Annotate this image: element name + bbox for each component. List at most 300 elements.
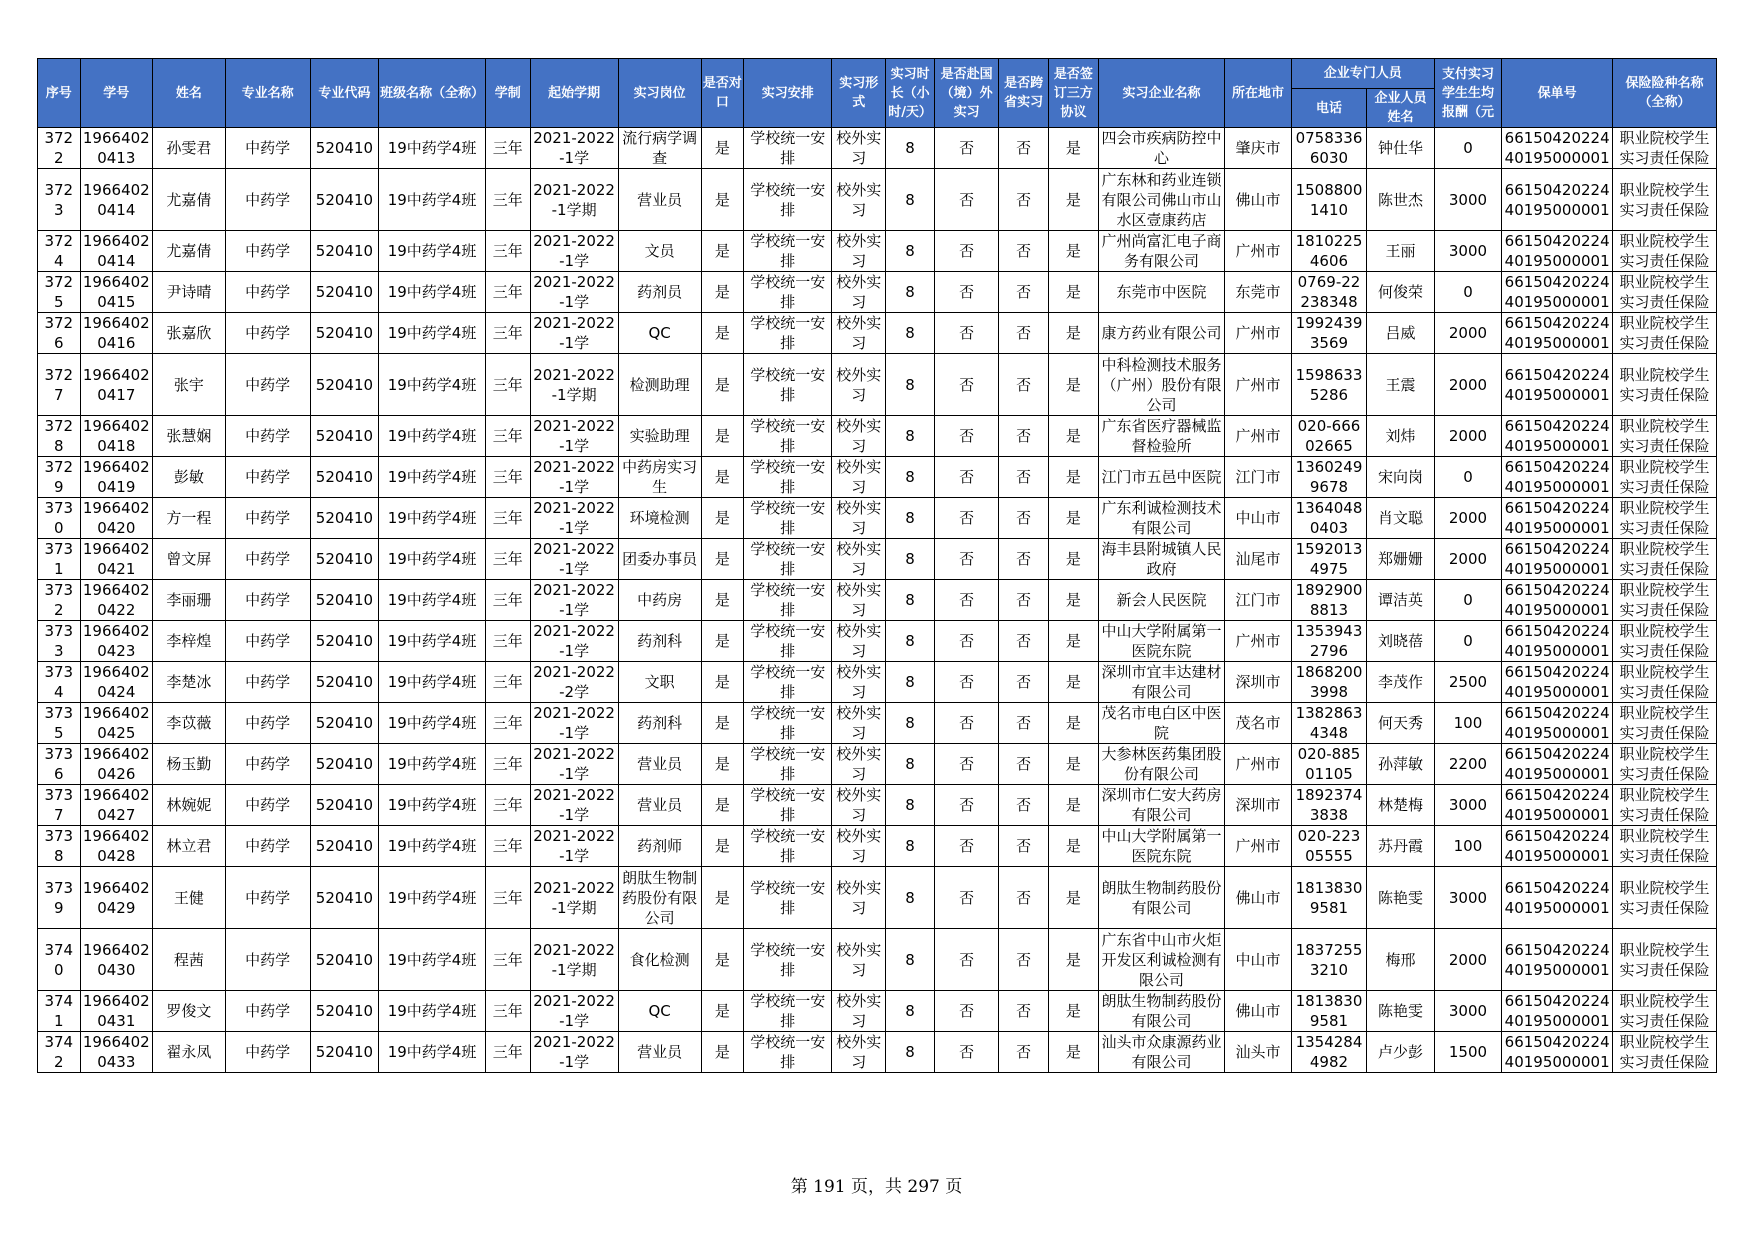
cell-seq-text: 3729 — [44, 458, 74, 496]
cell-major-code-text: 520410 — [315, 673, 374, 691]
cell-form — [832, 580, 886, 621]
cell-policy-no — [1502, 785, 1613, 826]
cell-policy-no-text: 6615042022440195000001 — [1504, 745, 1610, 783]
cell-term-text: 2021-2022-1学期 — [533, 365, 615, 404]
cell-insurance — [1613, 416, 1717, 457]
cell-form-text: 校外实习 — [836, 992, 882, 1030]
cell-company-text: 朗肽生物制药股份有限公司 — [1101, 992, 1222, 1030]
cell-cross-province — [999, 231, 1049, 272]
cell-arrangement — [744, 416, 832, 457]
cell-class — [379, 128, 486, 169]
cell-name — [153, 867, 226, 929]
cell-staff-name-text: 郑姗姗 — [1378, 550, 1424, 568]
cell-agreement — [1049, 1032, 1099, 1073]
cell-matched-text: 是 — [714, 632, 730, 650]
cell-company — [1098, 929, 1225, 991]
cell-insurance — [1613, 991, 1717, 1032]
cell-arrangement — [744, 744, 832, 785]
cell-seq-text: 3726 — [44, 314, 74, 352]
cell-major-text: 中药学 — [245, 375, 291, 394]
cell-policy-no — [1502, 313, 1613, 354]
cell-position-text: 营业员 — [637, 1043, 683, 1061]
cell-abroad — [934, 313, 998, 354]
cell-cross-province — [999, 621, 1049, 662]
cell-policy-no — [1502, 580, 1613, 621]
cell-pay — [1434, 169, 1501, 231]
cell-insurance-text: 职业院校学生实习责任保险 — [1619, 273, 1710, 311]
cell-policy-no-text: 6615042022440195000001 — [1504, 540, 1610, 578]
header-policy-no: 保单号 — [1502, 59, 1613, 128]
cell-position-text: 朗肽生物制药股份有限公司 — [622, 868, 698, 927]
cell-hours-text: 8 — [905, 714, 915, 732]
cell-hours — [886, 662, 935, 703]
cell-pay — [1434, 457, 1501, 498]
cell-major-code-text: 520410 — [315, 714, 374, 732]
cell-duration — [485, 991, 530, 1032]
cell-policy-no-text: 6615042022440195000001 — [1504, 1033, 1610, 1071]
header-term: 起始学期 — [530, 59, 618, 128]
header-position: 实习岗位 — [618, 59, 701, 128]
cell-hours-text: 8 — [905, 190, 915, 209]
cell-class — [379, 929, 486, 991]
cell-staff-name — [1367, 991, 1434, 1032]
cell-hours — [886, 457, 935, 498]
cell-class-text: 19中药学4班 — [387, 324, 477, 342]
cell-policy-no — [1502, 539, 1613, 580]
cell-pay — [1434, 231, 1501, 272]
cell-term-text: 2021-2022-1学 — [533, 704, 615, 742]
cell-policy-no-text: 6615042022440195000001 — [1504, 180, 1610, 219]
header-major-code: 专业代码 — [310, 59, 378, 128]
cell-phone — [1291, 354, 1367, 416]
cell-position — [618, 580, 701, 621]
cell-seq-text: 3732 — [44, 581, 74, 619]
cell-form-text: 校外实习 — [836, 417, 882, 455]
cell-major-text: 中药学 — [245, 888, 291, 907]
cell-term-text: 2021-2022-1学 — [533, 540, 615, 578]
cell-position — [618, 457, 701, 498]
cell-form — [832, 662, 886, 703]
cell-agreement-text: 是 — [1065, 375, 1081, 394]
cell-company — [1098, 128, 1225, 169]
cell-major-text: 中药学 — [245, 139, 291, 157]
cell-form — [832, 867, 886, 929]
cell-city — [1225, 416, 1291, 457]
cell-agreement — [1049, 929, 1099, 991]
cell-staff-name-text: 钟仕华 — [1378, 139, 1424, 157]
cell-city — [1225, 662, 1291, 703]
cell-position — [618, 1032, 701, 1073]
cell-name — [153, 580, 226, 621]
cell-cross-province — [999, 929, 1049, 991]
cell-company-text: 深圳市仁安大药房有限公司 — [1101, 786, 1222, 824]
cell-insurance — [1613, 354, 1717, 416]
cell-abroad-text: 否 — [959, 632, 975, 650]
cell-matched — [701, 272, 744, 313]
cell-abroad — [934, 621, 998, 662]
cell-arrangement-text: 学校统一安排 — [750, 940, 826, 979]
cell-arrangement-text: 学校统一安排 — [750, 786, 826, 824]
cell-major — [225, 744, 310, 785]
cell-student-id-text: 19664020419 — [82, 458, 150, 496]
cell-matched-text: 是 — [714, 796, 730, 814]
cell-pay-text: 2000 — [1448, 950, 1488, 969]
cell-term — [530, 662, 618, 703]
cell-agreement — [1049, 826, 1099, 867]
cell-pay-text: 0 — [1463, 591, 1473, 609]
cell-pay-text: 100 — [1453, 714, 1483, 732]
cell-term — [530, 313, 618, 354]
cell-matched — [701, 621, 744, 662]
cell-matched-text: 是 — [714, 468, 730, 486]
cell-name — [153, 621, 226, 662]
cell-class-text: 19中药学4班 — [387, 837, 477, 855]
cell-agreement-text: 是 — [1065, 283, 1081, 301]
cell-class-text: 19中药学4班 — [387, 591, 477, 609]
cell-cross-province-text: 否 — [1016, 796, 1032, 814]
header-seq: 序号 — [38, 59, 81, 128]
cell-major — [225, 826, 310, 867]
cell-form-text: 校外实习 — [836, 581, 882, 619]
cell-policy-no — [1502, 498, 1613, 539]
cell-hours-text: 8 — [905, 796, 915, 814]
cell-agreement-text: 是 — [1065, 509, 1081, 527]
cell-major-text: 中药学 — [245, 324, 291, 342]
cell-position-text: 流行病学调查 — [622, 129, 698, 167]
cell-seq-text: 3734 — [44, 663, 74, 701]
cell-pay-text: 1500 — [1448, 1043, 1488, 1061]
cell-student-id — [80, 169, 153, 231]
cell-abroad — [934, 580, 998, 621]
cell-class — [379, 785, 486, 826]
cell-seq — [38, 580, 81, 621]
cell-policy-no-text: 6615042022440195000001 — [1504, 129, 1610, 167]
cell-major — [225, 785, 310, 826]
cell-hours-text: 8 — [905, 1002, 915, 1020]
cell-pay — [1434, 785, 1501, 826]
cell-company-text: 东莞市中医院 — [1116, 283, 1207, 301]
cell-agreement-text: 是 — [1065, 632, 1081, 650]
cell-matched-text: 是 — [714, 755, 730, 773]
cell-duration-text: 三年 — [492, 427, 523, 445]
cell-name-text: 孙雯君 — [166, 139, 212, 157]
cell-pay — [1434, 1032, 1501, 1073]
cell-matched-text: 是 — [714, 550, 730, 568]
cell-duration-text: 三年 — [492, 242, 523, 260]
cell-major — [225, 662, 310, 703]
cell-form — [832, 929, 886, 991]
cell-policy-no — [1502, 662, 1613, 703]
cell-student-id-text: 19664020423 — [82, 622, 150, 660]
cell-phone-text: 15986335286 — [1295, 365, 1363, 404]
cell-position — [618, 128, 701, 169]
cell-name — [153, 662, 226, 703]
table-body — [38, 128, 1717, 1073]
cell-cross-province-text: 否 — [1016, 468, 1032, 486]
header-staff-name: 企业人员姓名 — [1367, 89, 1434, 128]
cell-student-id-text: 19664020414 — [82, 180, 150, 219]
cell-city — [1225, 867, 1291, 929]
cell-position — [618, 539, 701, 580]
cell-pay-text: 0 — [1463, 283, 1473, 301]
cell-policy-no-text: 6615042022440195000001 — [1504, 365, 1610, 404]
table-row — [38, 867, 1717, 929]
cell-name — [153, 313, 226, 354]
cell-abroad — [934, 826, 998, 867]
cell-cross-province — [999, 128, 1049, 169]
cell-term — [530, 1032, 618, 1073]
cell-arrangement — [744, 231, 832, 272]
cell-term-text: 2021-2022-1学 — [533, 1033, 615, 1071]
cell-major — [225, 929, 310, 991]
cell-duration — [485, 313, 530, 354]
cell-hours — [886, 744, 935, 785]
cell-class — [379, 539, 486, 580]
cell-city — [1225, 231, 1291, 272]
cell-city-text: 广州市 — [1235, 427, 1281, 445]
cell-duration — [485, 416, 530, 457]
cell-arrangement — [744, 621, 832, 662]
cell-class-text: 19中药学4班 — [387, 1043, 477, 1061]
cell-duration — [485, 457, 530, 498]
cell-matched — [701, 498, 744, 539]
cell-city — [1225, 621, 1291, 662]
cell-insurance — [1613, 231, 1717, 272]
cell-student-id-text: 19664020416 — [82, 314, 150, 352]
cell-seq — [38, 662, 81, 703]
cell-duration — [485, 1032, 530, 1073]
cell-cross-province — [999, 457, 1049, 498]
cell-staff-name-text: 肖文聪 — [1378, 509, 1424, 527]
cell-insurance — [1613, 128, 1717, 169]
cell-insurance-text: 职业院校学生实习责任保险 — [1619, 129, 1710, 167]
cell-policy-no — [1502, 354, 1613, 416]
cell-matched — [701, 457, 744, 498]
cell-phone-text: 13602499678 — [1295, 458, 1363, 496]
cell-company-text: 江门市五邑中医院 — [1101, 468, 1222, 486]
cell-staff-name-text: 何俊荣 — [1378, 283, 1424, 301]
cell-seq — [38, 744, 81, 785]
cell-policy-no — [1502, 1032, 1613, 1073]
cell-matched — [701, 867, 744, 929]
cell-student-id — [80, 580, 153, 621]
cell-policy-no — [1502, 826, 1613, 867]
cell-class-text: 19中药学4班 — [387, 673, 477, 691]
cell-major-code — [310, 826, 378, 867]
cell-term-text: 2021-2022-1学 — [533, 786, 615, 824]
cell-arrangement — [744, 1032, 832, 1073]
cell-major-code-text: 520410 — [315, 632, 374, 650]
cell-staff-name — [1367, 457, 1434, 498]
cell-position — [618, 313, 701, 354]
cell-abroad-text: 否 — [959, 242, 975, 260]
cell-abroad-text: 否 — [959, 888, 975, 907]
cell-hours — [886, 1032, 935, 1073]
cell-city-text: 广州市 — [1235, 375, 1281, 394]
cell-position-text: 药剂科 — [637, 632, 683, 650]
cell-student-id — [80, 867, 153, 929]
cell-term-text: 2021-2022-1学 — [533, 581, 615, 619]
cell-student-id-text: 19664020428 — [82, 827, 150, 865]
cell-seq-text: 3739 — [44, 878, 74, 917]
cell-seq-text: 3730 — [44, 499, 74, 537]
cell-phone-text: 0769-22238348 — [1297, 273, 1361, 311]
cell-staff-name-text: 刘炜 — [1385, 427, 1416, 445]
cell-company-text: 海丰县附城镇人民政府 — [1101, 540, 1222, 578]
cell-city — [1225, 498, 1291, 539]
cell-position-text: 中药房 — [637, 591, 683, 609]
cell-hours — [886, 416, 935, 457]
table-row — [38, 826, 1717, 867]
cell-abroad-text: 否 — [959, 324, 975, 342]
cell-cross-province — [999, 272, 1049, 313]
cell-seq-text: 3724 — [44, 232, 74, 270]
cell-matched-text: 是 — [714, 1002, 730, 1020]
cell-matched — [701, 539, 744, 580]
cell-form — [832, 703, 886, 744]
cell-company-text: 四会市疾病防控中心 — [1101, 129, 1222, 167]
cell-pay — [1434, 498, 1501, 539]
cell-matched — [701, 1032, 744, 1073]
table-row — [38, 991, 1717, 1032]
cell-class — [379, 498, 486, 539]
cell-cross-province — [999, 867, 1049, 929]
cell-company — [1098, 457, 1225, 498]
cell-class — [379, 703, 486, 744]
cell-staff-name — [1367, 785, 1434, 826]
cell-arrangement — [744, 539, 832, 580]
cell-major — [225, 580, 310, 621]
cell-arrangement — [744, 785, 832, 826]
cell-class — [379, 1032, 486, 1073]
cell-position — [618, 867, 701, 929]
cell-policy-no — [1502, 621, 1613, 662]
cell-hours-text: 8 — [905, 509, 915, 527]
cell-name-text: 尤嘉倩 — [166, 242, 212, 260]
cell-duration — [485, 826, 530, 867]
cell-student-id-text: 19664020422 — [82, 581, 150, 619]
cell-city-text: 深圳市 — [1235, 673, 1281, 691]
cell-position — [618, 929, 701, 991]
cell-insurance — [1613, 1032, 1717, 1073]
header-insurance: 保险险种名称（全称） — [1613, 59, 1717, 128]
cell-position-text: 文员 — [644, 242, 675, 260]
cell-phone-text: 18923743838 — [1295, 786, 1363, 824]
cell-agreement — [1049, 313, 1099, 354]
cell-staff-name-text: 卢少彭 — [1378, 1043, 1424, 1061]
cell-position-text: 营业员 — [637, 796, 683, 814]
cell-staff-name — [1367, 867, 1434, 929]
cell-class-text: 19中药学4班 — [387, 427, 477, 445]
cell-term — [530, 231, 618, 272]
cell-major — [225, 313, 310, 354]
cell-city-text: 佛山市 — [1235, 1002, 1281, 1020]
cell-arrangement-text: 学校统一安排 — [750, 1033, 826, 1071]
cell-cross-province-text: 否 — [1016, 190, 1032, 209]
cell-hours — [886, 991, 935, 1032]
cell-arrangement-text: 学校统一安排 — [750, 704, 826, 742]
cell-arrangement-text: 学校统一安排 — [750, 417, 826, 455]
cell-duration — [485, 744, 530, 785]
cell-phone-text: 18138309581 — [1295, 878, 1363, 917]
cell-class — [379, 662, 486, 703]
cell-company-text: 广东利诚检测技术有限公司 — [1101, 499, 1222, 537]
cell-matched-text: 是 — [714, 283, 730, 301]
cell-cross-province — [999, 498, 1049, 539]
cell-staff-name — [1367, 272, 1434, 313]
cell-pay — [1434, 128, 1501, 169]
cell-term — [530, 539, 618, 580]
cell-matched-text: 是 — [714, 673, 730, 691]
cell-insurance-text: 职业院校学生实习责任保险 — [1619, 878, 1710, 917]
cell-major-code — [310, 169, 378, 231]
cell-cross-province-text: 否 — [1016, 1002, 1032, 1020]
cell-pay — [1434, 416, 1501, 457]
table-row — [38, 272, 1717, 313]
cell-seq — [38, 231, 81, 272]
table-row — [38, 457, 1717, 498]
cell-pay — [1434, 539, 1501, 580]
cell-insurance — [1613, 313, 1717, 354]
cell-staff-name — [1367, 128, 1434, 169]
cell-seq — [38, 313, 81, 354]
cell-term — [530, 128, 618, 169]
cell-policy-no-text: 6615042022440195000001 — [1504, 417, 1610, 455]
cell-cross-province-text: 否 — [1016, 950, 1032, 969]
cell-policy-no — [1502, 128, 1613, 169]
cell-hours-text: 8 — [905, 242, 915, 260]
cell-seq-text: 3722 — [44, 129, 74, 167]
cell-seq-text: 3737 — [44, 786, 74, 824]
cell-abroad-text: 否 — [959, 190, 975, 209]
cell-duration-text: 三年 — [492, 1043, 523, 1061]
cell-phone-text: 18372553210 — [1295, 940, 1363, 979]
cell-staff-name-text: 李茂作 — [1378, 673, 1424, 691]
cell-position-text: 药剂科 — [637, 714, 683, 732]
cell-cross-province-text: 否 — [1016, 283, 1032, 301]
cell-major-text: 中药学 — [245, 796, 291, 814]
cell-major-code-text: 520410 — [315, 283, 374, 301]
cell-term-text: 2021-2022-1学 — [533, 499, 615, 537]
cell-term-text: 2021-2022-1学期 — [533, 180, 615, 219]
cell-matched-text: 是 — [714, 714, 730, 732]
cell-agreement-text: 是 — [1065, 550, 1081, 568]
cell-student-id — [80, 539, 153, 580]
cell-form-text: 校外实习 — [836, 129, 882, 167]
cell-name-text: 林立君 — [166, 837, 212, 855]
cell-position — [618, 826, 701, 867]
cell-agreement — [1049, 744, 1099, 785]
cell-seq — [38, 867, 81, 929]
cell-insurance-text: 职业院校学生实习责任保险 — [1619, 417, 1710, 455]
cell-name — [153, 991, 226, 1032]
cell-company — [1098, 580, 1225, 621]
cell-matched — [701, 313, 744, 354]
cell-major-code-text: 520410 — [315, 324, 374, 342]
table-row — [38, 929, 1717, 991]
cell-term — [530, 744, 618, 785]
table-row — [38, 580, 1717, 621]
cell-phone-text: 15920134975 — [1295, 540, 1363, 578]
cell-abroad — [934, 416, 998, 457]
cell-major-code — [310, 128, 378, 169]
cell-position-text: 营业员 — [637, 190, 683, 209]
cell-major — [225, 457, 310, 498]
cell-city-text: 中山市 — [1235, 509, 1281, 527]
cell-arrangement — [744, 662, 832, 703]
cell-matched — [701, 416, 744, 457]
cell-abroad-text: 否 — [959, 550, 975, 568]
